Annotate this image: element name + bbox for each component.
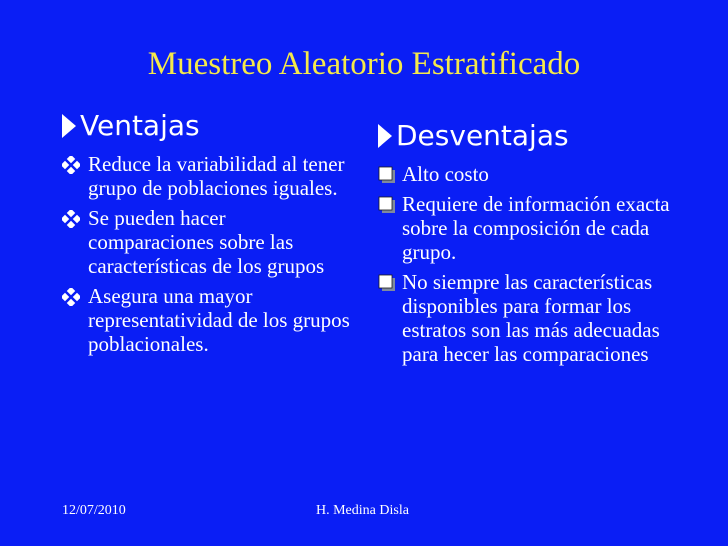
footer-date: 12/07/2010 (62, 503, 126, 518)
desventajas-heading (378, 118, 678, 154)
footer-author: H. Medina Disla (316, 503, 409, 518)
ventajas-heading-label: Ventajas (80, 109, 200, 142)
ventajas-item-text: Asegura una mayor representatividad de los grupos poblacionales. (88, 284, 350, 356)
desventajas-column (378, 118, 678, 372)
list-item (62, 152, 352, 200)
list-item (62, 284, 352, 356)
diamond-bullet-icon (62, 284, 88, 308)
arrow-bullet-icon (62, 114, 76, 138)
checkbox-bullet-icon (378, 192, 402, 216)
list-item (378, 162, 678, 186)
ventajas-column (62, 108, 352, 362)
checkbox-bullet-icon (378, 270, 402, 294)
list-item (378, 192, 678, 264)
desventajas-item-text: No siempre las características disponibles para formar los estratos son las más adecuadas para hecer las comparaciones (402, 270, 660, 366)
checkbox-bullet-icon (378, 162, 402, 186)
list-item (378, 270, 678, 366)
list-item (62, 206, 352, 278)
ventajas-heading (62, 108, 352, 144)
ventajas-item-text: Se pueden hacer comparaciones sobre las características de los grupos (88, 206, 325, 278)
diamond-bullet-icon (62, 206, 88, 230)
desventajas-heading-label: Desventajas (396, 119, 569, 152)
desventajas-item-text: Requiere de información exacta sobre la composición de cada grupo. (402, 192, 670, 264)
desventajas-item-text: Alto costo (402, 162, 489, 186)
slide-title: Muestreo Aleatorio Estratificado (147, 46, 581, 82)
diamond-bullet-icon (62, 152, 88, 176)
arrow-bullet-icon (378, 124, 392, 148)
ventajas-item-text: Reduce la variabilidad al tener grupo de poblaciones iguales. (88, 152, 345, 200)
